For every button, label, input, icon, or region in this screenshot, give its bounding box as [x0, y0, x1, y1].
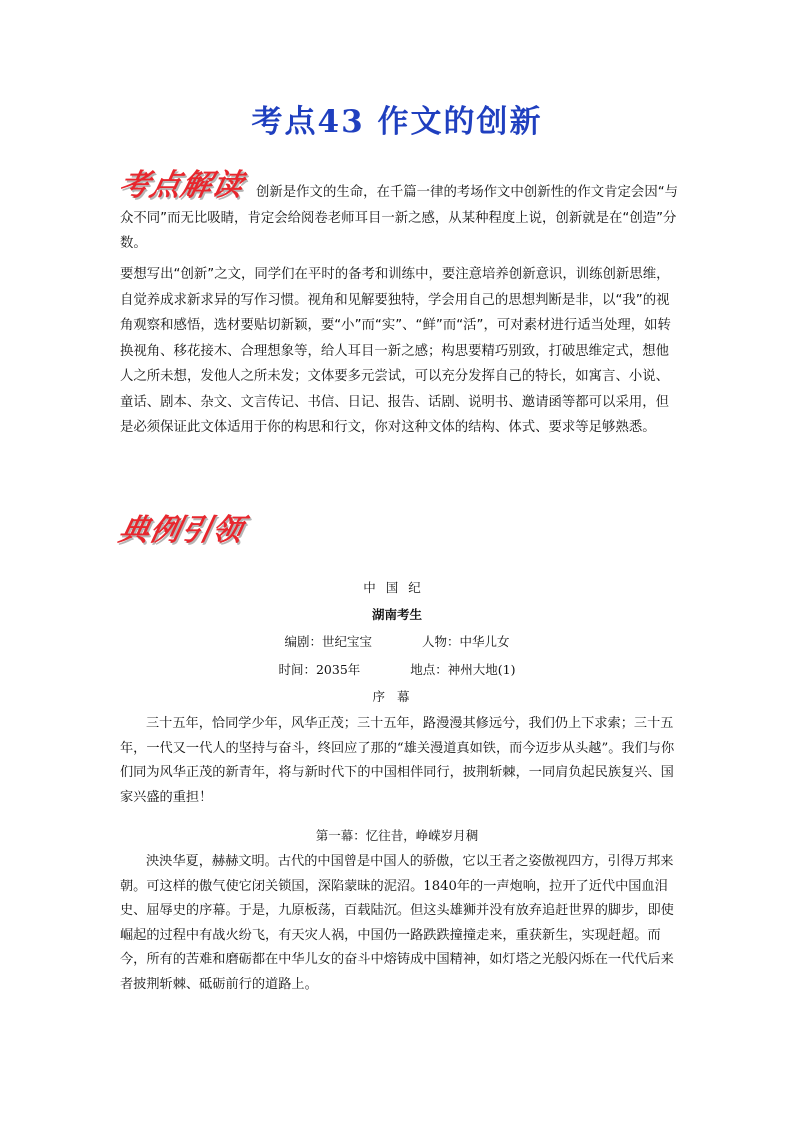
essay-screenwriter: 编剧：世纪宝宝: [284, 634, 372, 649]
page-title: 考点43 作文的创新: [251, 104, 543, 140]
essay-title: 中国纪: [363, 580, 431, 595]
chapter-one-title: 第一幕：忆往昔，峥嵘岁月稠: [315, 828, 479, 843]
essay-author: 湖南考生: [371, 607, 422, 622]
essay-place: 地点：神州大地(1): [410, 662, 516, 677]
chapter-one-text: 泱泱华夏，赫赫文明。古代的中国曾是中国人的骄傲，它以王者之姿傲视四方，引得万邦来朝。可这样的傲气使它闭关锁国，深陷蒙昧的泥沼。1840年的一声炮响，拉开了近代中国血泪史、屈辱史的序幕。于是，九原板荡，百载陆沉。但这头雄狮并没有放弃追赶世界的脚步，即使崛起的过程中有战火纷飞，有天灾人祸，中国仍一路跌跌撞撞走来，重获新生，实现赶超。而今，所有的苦难和磨砺都在中华儿女的奋斗中熔铸成中国精神，如灯塔之光般闪烁在一代代后来者披荆斩棘、砥砺前行的道路上。: [120, 854, 674, 992]
guidance-paragraph: 要想写出“创新”之文，同学们在平时的备考和训练中，要注意培养创新意识，训练创新思维，自觉养成求新求异的写作习惯。视角和见解要独特，学会用自己的思想判断是非，以“我”的视角观察和感悟，选材要贴切新颖，要“小”而“实”、“鲜”而“活”，可对素材进行适当处理，如转换视角、移花接木、合理想象等，给人耳目一新之感；构思要精巧别致，打破思维定式，想他人之所未想，发他人之所未发；文体要多元尝试，可以充分发挥自己的特长，如寓言、小说、童话、剧本、杂文、文言传记、书信、日记、报告、话剧、说明书、邀请函等都可以采用，但是必须保证此文体适用于你的构思和行文，你对这种文体的结构、体式、要求等足够熟悉。: [120, 267, 671, 435]
meta-spacer: [372, 632, 422, 650]
prologue-text: 三十五年，恰同学少年，风华正茂；三十五年，路漫漫其修远兮，我们仍上下求索；三十五年，一代又一代人的坚持与奋斗，终回应了那的“雄关漫道真如铁，而今迈步从头越”。我们与你们同为风华正茂的新青年，将与新时代下的中国相伴同行，披荆斩棘，一同肩负起民族复兴、国家兴盛的重担！: [120, 716, 675, 805]
essay-time: 时间：2035年: [278, 662, 361, 677]
meta-spacer: [360, 660, 410, 678]
essay-meta-row-setting: [0, 660, 794, 678]
prologue-title: 序幕: [372, 689, 422, 704]
essay-meta-row-credits: [0, 632, 794, 650]
section-heading-dianli-yinling: 典例引领: [115, 513, 247, 548]
intro-paragraph: 创新是作文的生命，在千篇一律的考场作文中创新性的作文肯定会因“与众不同”而无比吸睛，肯定会给阅卷老师耳目一新之感，从某种程度上说，创新就是在“创造”分数。: [120, 185, 679, 251]
section-heading-kaodian-jiedu: 考点解读: [115, 168, 247, 203]
essay-characters: 人物：中华儿女: [422, 634, 510, 649]
